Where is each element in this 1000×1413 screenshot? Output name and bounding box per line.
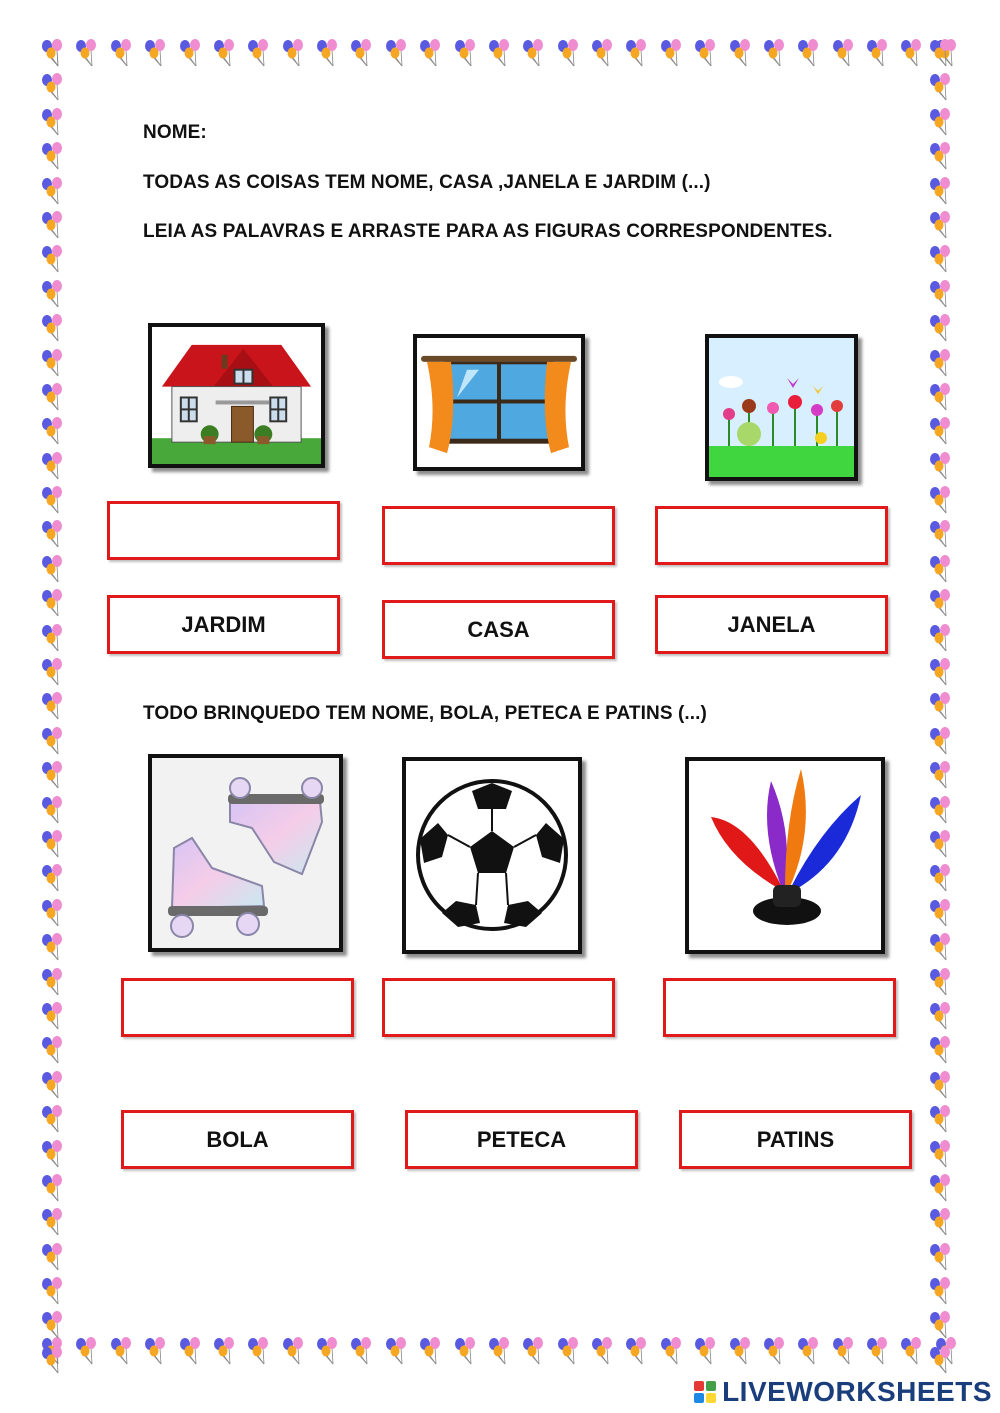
- balloon-icon: [926, 38, 956, 68]
- balloon-icon: [38, 657, 68, 687]
- balloon-icon: [794, 1336, 824, 1366]
- balloon-icon: [38, 932, 68, 962]
- balloon-icon: [926, 726, 956, 756]
- balloon-icon: [622, 38, 652, 68]
- balloon-icon: [926, 1207, 956, 1237]
- balloon-icon: [485, 1336, 515, 1366]
- balloon-icon: [451, 1336, 481, 1366]
- balloon-icon: [926, 1173, 956, 1203]
- balloon-icon: [38, 795, 68, 825]
- balloon-icon: [926, 863, 956, 893]
- balloon-icon: [176, 1336, 206, 1366]
- balloon-icon: [38, 485, 68, 515]
- balloon-icon: [926, 416, 956, 446]
- balloon-icon: [926, 382, 956, 412]
- balloon-icon: [38, 967, 68, 997]
- balloon-icon: [657, 38, 687, 68]
- balloon-icon: [829, 1336, 859, 1366]
- balloon-icon: [38, 519, 68, 549]
- window-image: [413, 334, 585, 471]
- balloon-icon: [38, 38, 68, 68]
- balloon-icon: [38, 588, 68, 618]
- border-right: [926, 38, 960, 1375]
- balloon-icon: [210, 1336, 240, 1366]
- balloon-icon: [588, 38, 618, 68]
- intro-text: TODAS AS COISAS TEM NOME, CASA ,JANELA E JARDIM (...): [143, 172, 711, 193]
- house-icon: [152, 327, 321, 464]
- balloon-icon: [926, 451, 956, 481]
- drop-box-house[interactable]: [107, 501, 340, 560]
- garden-image: [705, 334, 858, 481]
- balloon-icon: [726, 1336, 756, 1366]
- balloon-icon: [38, 1104, 68, 1134]
- balloon-icon: [38, 760, 68, 790]
- balloon-icon: [38, 313, 68, 343]
- balloon-icon: [210, 38, 240, 68]
- balloon-icon: [926, 967, 956, 997]
- balloon-icon: [926, 898, 956, 928]
- balloon-icon: [38, 210, 68, 240]
- balloon-icon: [926, 1001, 956, 1031]
- balloon-icon: [38, 726, 68, 756]
- balloon-icon: [141, 1336, 171, 1366]
- drop-box-window[interactable]: [382, 506, 615, 565]
- word-peteca[interactable]: PETECA: [405, 1110, 638, 1169]
- balloon-icon: [554, 1336, 584, 1366]
- balloon-icon: [926, 141, 956, 171]
- balloon-icon: [926, 1242, 956, 1272]
- peteca-icon: [689, 761, 881, 950]
- balloon-icon: [38, 1001, 68, 1031]
- border-bottom: [38, 1336, 962, 1370]
- balloon-icon: [926, 107, 956, 137]
- balloon-icon: [926, 313, 956, 343]
- balloon-icon: [38, 72, 68, 102]
- balloon-icon: [926, 176, 956, 206]
- balloon-icon: [382, 1336, 412, 1366]
- border-left: [38, 38, 72, 1375]
- balloon-icon: [926, 72, 956, 102]
- balloon-icon: [451, 38, 481, 68]
- soccer-ball-icon: [406, 761, 578, 950]
- balloon-icon: [38, 863, 68, 893]
- balloon-icon: [347, 38, 377, 68]
- balloon-icon: [519, 1336, 549, 1366]
- balloon-icon: [38, 1242, 68, 1272]
- ball-image: [402, 757, 582, 954]
- word-casa[interactable]: CASA: [382, 600, 615, 659]
- balloon-icon: [38, 141, 68, 171]
- balloon-icon: [107, 38, 137, 68]
- balloon-icon: [926, 244, 956, 274]
- balloon-icon: [726, 38, 756, 68]
- balloon-icon: [760, 38, 790, 68]
- balloon-icon: [38, 176, 68, 206]
- balloon-icon: [38, 1173, 68, 1203]
- balloon-icon: [588, 1336, 618, 1366]
- balloon-icon: [926, 519, 956, 549]
- balloon-icon: [926, 485, 956, 515]
- border-top: [38, 38, 962, 72]
- balloon-icon: [313, 1336, 343, 1366]
- balloon-icon: [38, 1207, 68, 1237]
- brand-name: LIVEWORKSHEETS: [722, 1376, 992, 1407]
- roller-skates-image: [148, 754, 343, 952]
- window-icon: [417, 338, 581, 467]
- balloon-icon: [926, 691, 956, 721]
- balloon-icon: [926, 554, 956, 584]
- balloon-icon: [926, 1070, 956, 1100]
- balloon-icon: [926, 1139, 956, 1169]
- balloon-icon: [926, 1035, 956, 1065]
- instruction-text: LEIA AS PALAVRAS E ARRASTE PARA AS FIGURAS CORRESPONDENTES.: [143, 221, 833, 242]
- house-image: [148, 323, 325, 468]
- toys-heading: TODO BRINQUEDO TEM NOME, BOLA, PETECA E PATINS (...): [143, 703, 707, 724]
- balloon-icon: [176, 38, 206, 68]
- drop-box-skates[interactable]: [121, 978, 354, 1037]
- balloon-icon: [38, 691, 68, 721]
- balloon-icon: [38, 1139, 68, 1169]
- balloon-icon: [897, 38, 927, 68]
- balloon-icon: [416, 1336, 446, 1366]
- balloon-icon: [926, 1104, 956, 1134]
- word-janela[interactable]: JANELA: [655, 595, 888, 654]
- balloon-icon: [926, 1310, 956, 1340]
- word-bola[interactable]: BOLA: [121, 1110, 354, 1169]
- balloon-icon: [72, 38, 102, 68]
- balloon-icon: [38, 898, 68, 928]
- balloon-icon: [829, 38, 859, 68]
- balloon-icon: [38, 623, 68, 653]
- balloon-icon: [347, 1336, 377, 1366]
- balloon-icon: [38, 382, 68, 412]
- balloon-icon: [279, 1336, 309, 1366]
- balloon-icon: [38, 1276, 68, 1306]
- balloon-icon: [38, 1035, 68, 1065]
- balloon-icon: [691, 1336, 721, 1366]
- balloon-icon: [691, 38, 721, 68]
- balloon-icon: [863, 38, 893, 68]
- roller-skates-icon: [152, 758, 339, 948]
- balloon-icon: [926, 1276, 956, 1306]
- balloon-icon: [926, 279, 956, 309]
- balloon-icon: [926, 588, 956, 618]
- balloon-icon: [38, 348, 68, 378]
- word-jardim[interactable]: JARDIM: [107, 595, 340, 654]
- balloon-icon: [38, 1310, 68, 1340]
- balloon-icon: [926, 760, 956, 790]
- balloon-icon: [657, 1336, 687, 1366]
- peteca-image: [685, 757, 885, 954]
- balloon-icon: [38, 416, 68, 446]
- balloon-icon: [313, 38, 343, 68]
- balloon-icon: [38, 1345, 68, 1375]
- drop-box-peteca[interactable]: [663, 978, 896, 1037]
- balloon-icon: [107, 1336, 137, 1366]
- balloon-icon: [897, 1336, 927, 1366]
- balloon-icon: [926, 657, 956, 687]
- name-label: NOME:: [143, 122, 207, 143]
- liveworksheets-logo-icon: [694, 1381, 716, 1403]
- balloon-icon: [926, 1345, 956, 1375]
- balloon-icon: [38, 829, 68, 859]
- balloon-icon: [926, 795, 956, 825]
- balloon-icon: [794, 38, 824, 68]
- balloon-icon: [38, 107, 68, 137]
- garden-icon: [709, 338, 854, 477]
- balloon-icon: [863, 1336, 893, 1366]
- drop-box-ball[interactable]: [382, 978, 615, 1037]
- balloon-icon: [38, 244, 68, 274]
- balloon-icon: [926, 829, 956, 859]
- balloon-icon: [382, 38, 412, 68]
- balloon-icon: [72, 1336, 102, 1366]
- word-patins[interactable]: PATINS: [679, 1110, 912, 1169]
- balloon-icon: [38, 554, 68, 584]
- balloon-icon: [519, 38, 549, 68]
- balloon-icon: [926, 623, 956, 653]
- balloon-icon: [485, 38, 515, 68]
- balloon-icon: [926, 348, 956, 378]
- balloon-icon: [141, 38, 171, 68]
- balloon-icon: [554, 38, 584, 68]
- balloon-icon: [760, 1336, 790, 1366]
- balloon-icon: [38, 279, 68, 309]
- balloon-icon: [416, 38, 446, 68]
- balloon-icon: [622, 1336, 652, 1366]
- balloon-icon: [926, 932, 956, 962]
- balloon-icon: [279, 38, 309, 68]
- balloon-icon: [38, 1070, 68, 1100]
- drop-box-garden[interactable]: [655, 506, 888, 565]
- balloon-icon: [926, 210, 956, 240]
- balloon-icon: [38, 451, 68, 481]
- liveworksheets-logo: [694, 1375, 992, 1409]
- balloon-icon: [244, 1336, 274, 1366]
- balloon-icon: [244, 38, 274, 68]
